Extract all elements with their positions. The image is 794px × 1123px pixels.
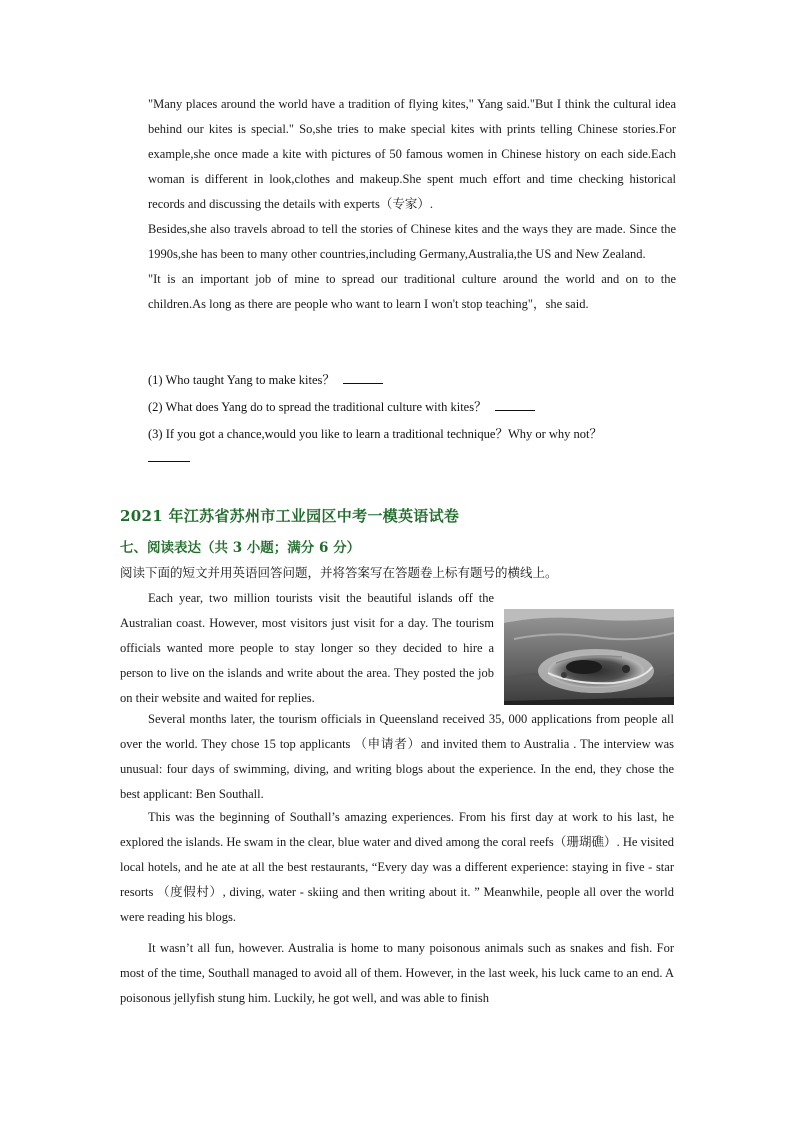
kite-paragraph-1: "Many places around the world have a tradition of flying kites," Yang said."But I think the cultural idea behind our kites is special." So,she tries to make special kites with prints telling Chinese stories.For example,she once made a kite with pictures of 50 famous women in Chinese history on each side.Each woman is different in look,clothes and makeup.She spent much effort and time checking historical records and discussing the details with experts（专家）. (148, 97, 676, 211)
southall-paragraph-1: Each year, two million tourists visit the beautiful islands off the Australian coast. However, most visitors just visit for a day. The tourism officials wanted more people to stay longer so they decided to hire a person to live on the islands and write about the area. They posted the job on their website and waited for replies. (120, 591, 494, 705)
island-photo (504, 609, 674, 705)
answer-blank-1[interactable] (343, 371, 383, 384)
island-photo-image (504, 609, 674, 705)
question-3-answer-line (148, 448, 190, 468)
question-2-text: (2) What does Yang do to spread the traditional culture with kites？ (148, 400, 487, 414)
kite-passage (148, 92, 676, 317)
section-title: 七、阅读表达（共 3 小题；满分 6 分） (120, 540, 361, 556)
question-3-text: (3) If you got a chance,would you like to learn a traditional technique？Why or why not？ (148, 427, 603, 441)
answer-blank-2[interactable] (495, 398, 535, 411)
southall-paragraph-4: It wasn’t all fun, however. Australia is home to many poisonous animals such as snakes and fish. For most of the time, Southall managed to avoid all of them. However, in the last week, his luck came to an end. A poisonous jellyfish stung him. Luckily, he got well, and was able to finish (120, 941, 674, 1005)
question-1-text: (1) Who taught Yang to make kites？ (148, 373, 335, 387)
question-3 (148, 424, 602, 444)
answer-blank-3[interactable] (148, 449, 190, 462)
kite-paragraph-3: "It is an important job of mine to spread our traditional culture around the world and on to the children.As long as there are people who want to learn I won't stop teaching"，she said. (148, 272, 676, 311)
instruction-text: 阅读下面的短文并用英语回答问题，并将答案写在答题卷上标有题号的横线上。 (120, 565, 558, 580)
exam-title: 2021 年江苏省苏州市工业园区中考一模英语试卷 (120, 507, 460, 525)
question-1 (148, 370, 383, 390)
southall-paragraph-3: This was the beginning of Southall’s amazing experiences. From his first day at work to his last, he explored the islands. He swam in the clear, blue water and dived among the coral reefs（珊瑚礁）. He visited local hotels, and he ate at all the best restaurants, “Every day was a different experience: staying in five - star resorts （度假村）, diving, water - skiing and then writing about it. ” Meanwhile, people all over the world were reading his blogs. (120, 810, 674, 924)
southall-paragraph-2: Several months later, the tourism officials in Queensland received 35, 000 applications from people all over the world. They chose 15 top applicants （申请者）and invited them to Australia . The interview was unusual: four days of swimming, diving, and writing blogs about the experience. In the end, they chose the best applicant: Ben Southall. (120, 712, 674, 801)
kite-paragraph-2: Besides,she also travels abroad to tell the stories of Chinese kites and the ways they are made. Since the 1990s,she has been to many other countries,including Germany,Australia,the US and New Zealand. (148, 222, 676, 261)
question-2 (148, 397, 535, 417)
